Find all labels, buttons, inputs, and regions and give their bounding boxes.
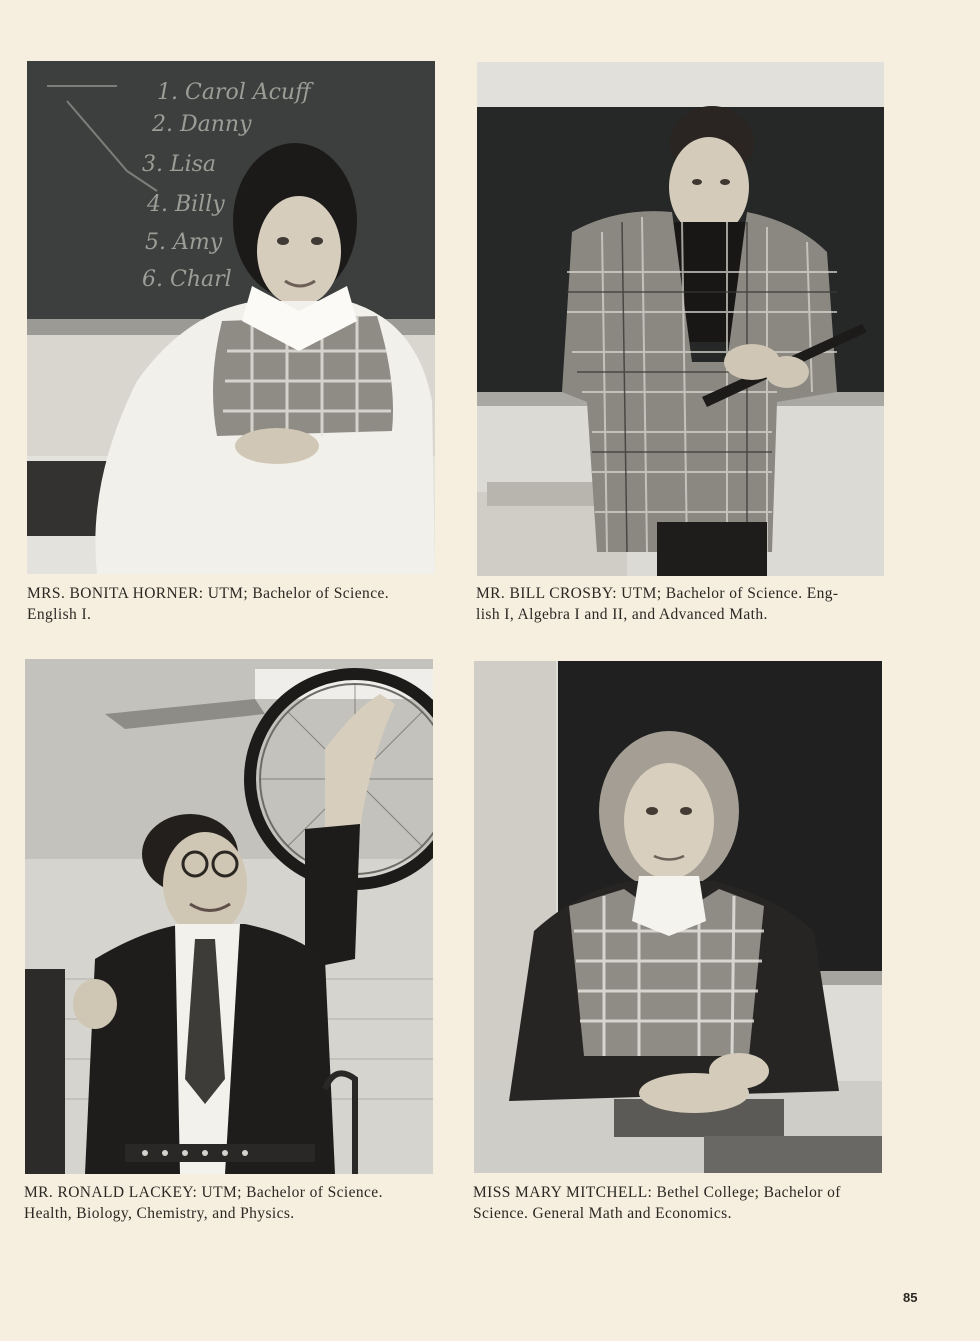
- caption-lackey-line-1: MR. RONALD LACKEY: UTM; Bachelor of Science.: [24, 1184, 383, 1201]
- caption-lackey: [24, 1182, 444, 1224]
- chalk-line-4: 4. Billy: [147, 192, 225, 217]
- photo-bonita-horner: [27, 61, 435, 574]
- caption-crosby-line-1: MR. BILL CROSBY: UTM; Bachelor of Science. Eng-: [476, 585, 839, 602]
- photo-crosby-image: [477, 62, 884, 576]
- chalk-line-3: 3. Lisa: [142, 152, 217, 177]
- photo-ronald-lackey: [25, 659, 433, 1174]
- photo-mitchell-image: [474, 661, 882, 1173]
- chalk-line-5: 5. Amy: [145, 230, 223, 255]
- photo-lackey-image: [25, 659, 433, 1174]
- caption-crosby-line-2: lish I, Algebra I and II, and Advanced Math.: [476, 606, 768, 623]
- caption-horner: [27, 583, 447, 625]
- caption-mitchell-line-2: Science. General Math and Economics.: [473, 1205, 732, 1222]
- photo-horner-image: [27, 61, 435, 574]
- caption-horner-line-2: English I.: [27, 606, 92, 623]
- caption-mitchell: [473, 1182, 903, 1224]
- caption-lackey-line-2: Health, Biology, Chemistry, and Physics.: [24, 1205, 295, 1222]
- caption-horner-line-1: MRS. BONITA HORNER: UTM; Bachelor of Science.: [27, 585, 390, 602]
- chalk-line-1: 1. Carol Acuff: [157, 80, 311, 105]
- chalk-line-6: 6. Charl: [142, 267, 232, 292]
- caption-mitchell-line-1: MISS MARY MITCHELL: Bethel College; Bachelor of: [473, 1184, 841, 1201]
- page-number: 85: [903, 1290, 918, 1305]
- caption-crosby: [476, 583, 896, 625]
- photo-bill-crosby: [477, 62, 884, 576]
- photo-mary-mitchell: [474, 661, 882, 1173]
- chalk-line-2: 2. Danny: [152, 112, 252, 137]
